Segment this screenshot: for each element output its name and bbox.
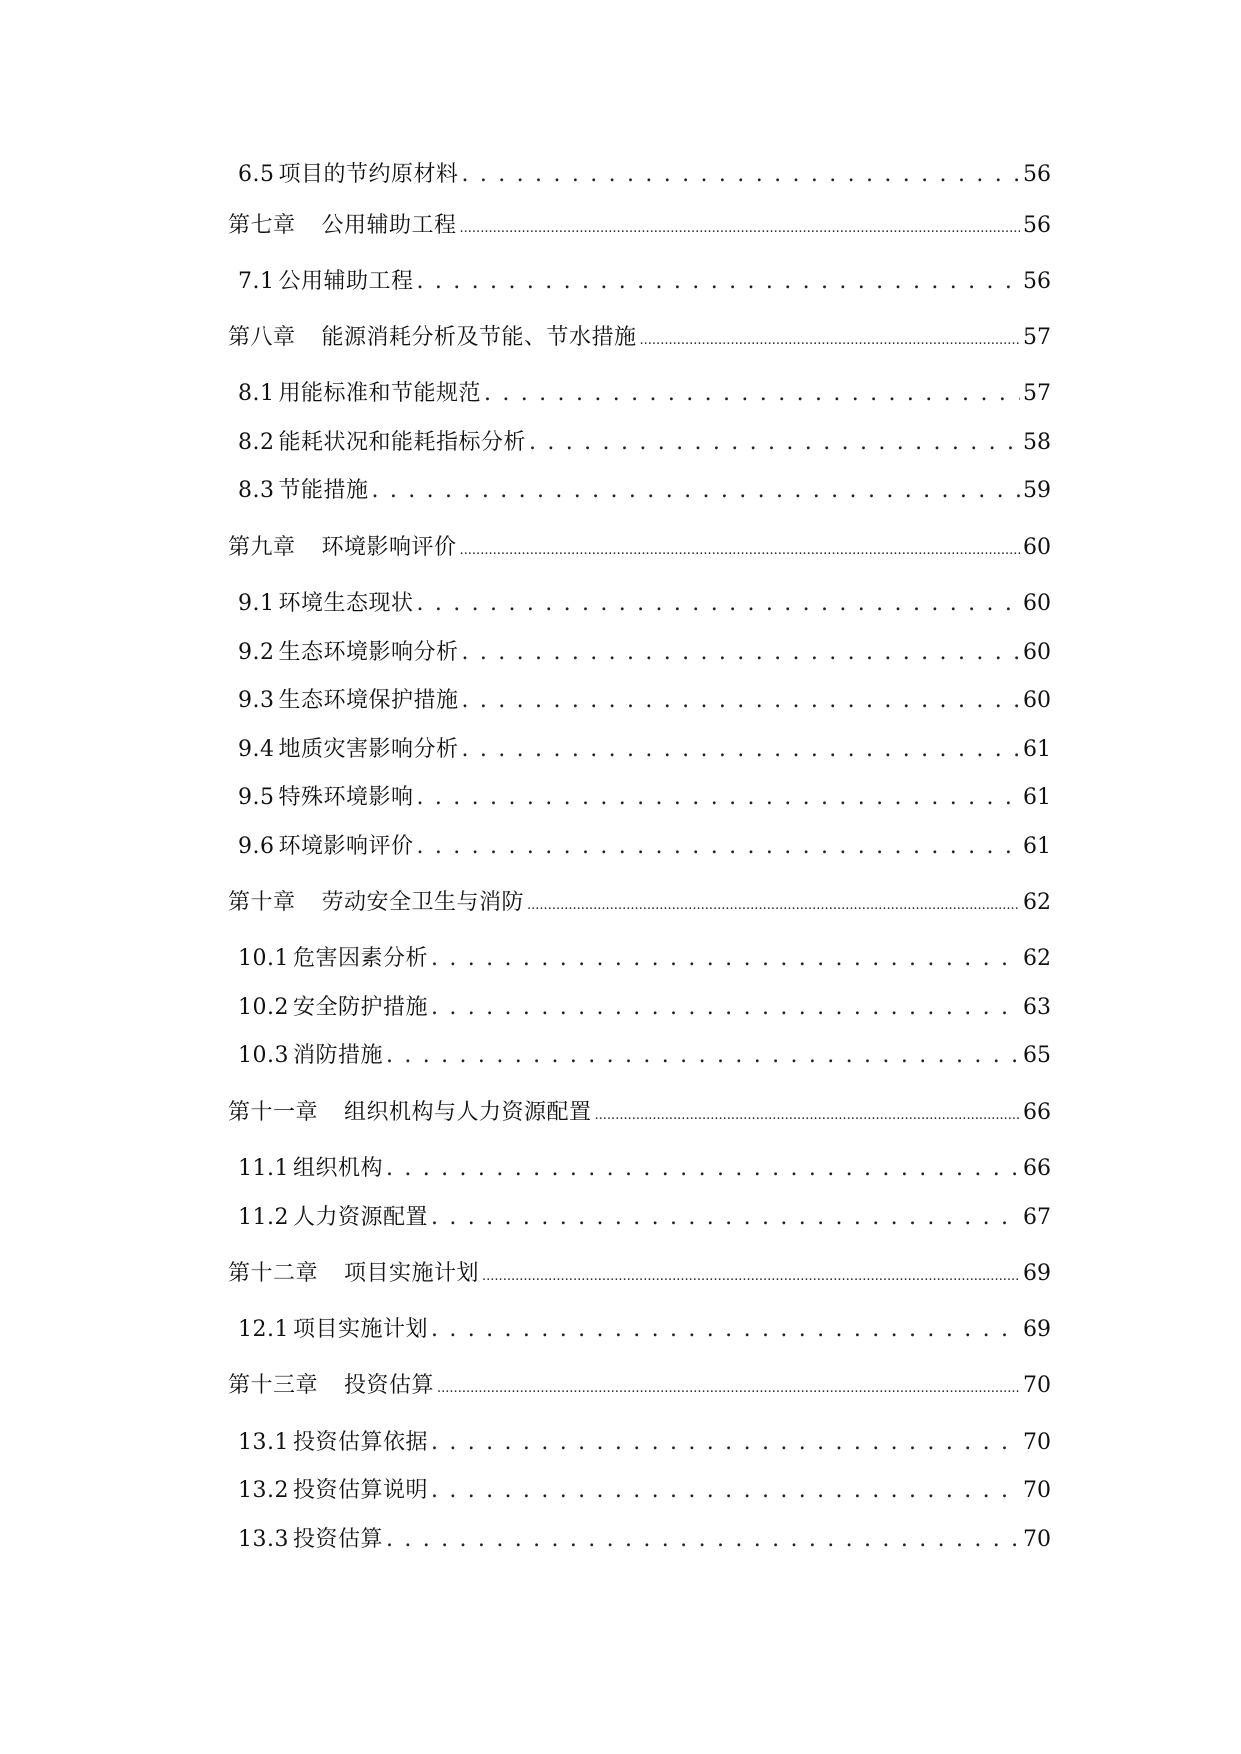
toc-entry-title: 13.2 投资估算说明 bbox=[238, 1478, 428, 1503]
toc-entry-title: 7.1 公用辅助工程 bbox=[238, 269, 414, 294]
toc-entry[interactable] bbox=[238, 735, 1051, 765]
dot-leader bbox=[417, 832, 1020, 862]
dot-leader bbox=[431, 1476, 1020, 1506]
dot-leader bbox=[529, 428, 1020, 458]
toc-entry[interactable] bbox=[238, 993, 1051, 1023]
toc-page-number: 60 bbox=[1023, 591, 1051, 616]
toc-page-number: 61 bbox=[1023, 834, 1051, 859]
toc-page-number: 60 bbox=[1023, 535, 1051, 560]
toc-chapter-entry[interactable] bbox=[228, 1259, 1051, 1292]
toc-page-number: 56 bbox=[1023, 269, 1051, 294]
toc-page-number: 69 bbox=[1023, 1261, 1051, 1286]
dot-leader bbox=[460, 533, 1020, 566]
toc-entry[interactable] bbox=[238, 1315, 1051, 1345]
toc-entry-title: 13.1 投资估算依据 bbox=[238, 1430, 428, 1455]
dot-leader bbox=[437, 1371, 1020, 1404]
dot-leader bbox=[460, 211, 1020, 244]
dot-leader bbox=[431, 993, 1020, 1023]
toc-entry-title: 10.3 消防措施 bbox=[238, 1043, 383, 1068]
toc-entry-title: 8.1 用能标准和节能规范 bbox=[238, 381, 482, 406]
dot-leader bbox=[431, 944, 1020, 974]
dot-leader bbox=[386, 1041, 1020, 1071]
toc-entry[interactable] bbox=[238, 1476, 1051, 1506]
toc-entry[interactable] bbox=[238, 1525, 1051, 1555]
toc-page-number: 69 bbox=[1023, 1317, 1051, 1342]
dot-leader bbox=[640, 323, 1020, 356]
toc-chapter-entry[interactable] bbox=[228, 1098, 1051, 1131]
dot-leader bbox=[431, 1428, 1020, 1458]
toc-entry-title: 6.5 项目的节约原材料 bbox=[238, 162, 459, 187]
dot-leader bbox=[484, 379, 1020, 409]
toc-entry-title: 12.1 项目实施计划 bbox=[238, 1317, 428, 1342]
toc-entry-title: 10.1 危害因素分析 bbox=[238, 946, 428, 971]
toc-entry-title: 9.1 环境生态现状 bbox=[238, 591, 414, 616]
toc-entry[interactable] bbox=[238, 428, 1051, 458]
toc-entry[interactable] bbox=[238, 686, 1051, 716]
toc-entry-title: 第十章 劳动安全卫生与消防 bbox=[228, 890, 525, 915]
toc-page-number: 61 bbox=[1023, 785, 1051, 810]
toc-page-number: 70 bbox=[1023, 1527, 1051, 1552]
dot-leader bbox=[386, 1525, 1020, 1555]
toc-entry-title: 9.2 生态环境影响分析 bbox=[238, 640, 459, 665]
toc-entry-title: 10.2 安全防护措施 bbox=[238, 995, 428, 1020]
toc-page-number: 57 bbox=[1023, 325, 1051, 350]
toc-page-number: 61 bbox=[1023, 737, 1051, 762]
dot-leader bbox=[462, 160, 1020, 190]
toc-entry-title: 9.5 特殊环境影响 bbox=[238, 785, 414, 810]
toc-page-number: 57 bbox=[1023, 381, 1051, 406]
toc-entry-title: 8.2 能耗状况和能耗指标分析 bbox=[238, 430, 527, 455]
toc-entry-title: 11.2 人力资源配置 bbox=[238, 1205, 428, 1230]
toc-page-number: 70 bbox=[1023, 1430, 1051, 1455]
toc-page-number: 62 bbox=[1023, 890, 1051, 915]
toc-entry[interactable] bbox=[238, 160, 1051, 190]
toc-entry[interactable] bbox=[238, 589, 1051, 619]
dot-leader bbox=[386, 1154, 1020, 1184]
toc-page-number: 56 bbox=[1023, 162, 1051, 187]
toc-page-number: 58 bbox=[1023, 430, 1051, 455]
dot-leader bbox=[417, 267, 1020, 297]
dot-leader bbox=[462, 686, 1020, 716]
toc-page-number: 65 bbox=[1023, 1043, 1051, 1068]
toc-page-number: 60 bbox=[1023, 688, 1051, 713]
toc-page-number: 59 bbox=[1023, 478, 1051, 503]
toc-chapter-entry[interactable] bbox=[228, 533, 1051, 566]
toc-entry[interactable] bbox=[238, 638, 1051, 668]
toc-page-number: 67 bbox=[1023, 1205, 1051, 1230]
toc-chapter-entry[interactable] bbox=[228, 211, 1051, 244]
toc-page-number: 66 bbox=[1023, 1100, 1051, 1125]
dot-leader bbox=[482, 1259, 1020, 1292]
toc-page-number: 60 bbox=[1023, 640, 1051, 665]
toc-page-number: 56 bbox=[1023, 213, 1051, 238]
toc-entry[interactable] bbox=[238, 1203, 1051, 1233]
toc-entry-title: 第十二章 项目实施计划 bbox=[228, 1261, 480, 1286]
toc-entry[interactable] bbox=[238, 944, 1051, 974]
dot-leader bbox=[372, 476, 1020, 506]
toc-entry-title: 第八章 能源消耗分析及节能、节水措施 bbox=[228, 325, 637, 350]
toc-entry[interactable] bbox=[238, 379, 1051, 409]
toc-entry-title: 11.1 组织机构 bbox=[238, 1156, 383, 1181]
dot-leader bbox=[462, 735, 1020, 765]
toc-entry-title: 9.6 环境影响评价 bbox=[238, 834, 414, 859]
toc-entry-title: 13.3 投资估算 bbox=[238, 1527, 383, 1552]
toc-entry[interactable] bbox=[238, 267, 1051, 297]
dot-leader bbox=[417, 589, 1020, 619]
toc-entry[interactable] bbox=[238, 1428, 1051, 1458]
dot-leader bbox=[431, 1315, 1020, 1345]
toc-entry[interactable] bbox=[238, 1041, 1051, 1071]
toc-chapter-entry[interactable] bbox=[228, 323, 1051, 356]
dot-leader bbox=[527, 888, 1020, 921]
toc-chapter-entry[interactable] bbox=[228, 1371, 1051, 1404]
dot-leader bbox=[595, 1098, 1020, 1131]
toc-page-number: 70 bbox=[1023, 1478, 1051, 1503]
toc-entry[interactable] bbox=[238, 832, 1051, 862]
toc-entry[interactable] bbox=[238, 1154, 1051, 1184]
dot-leader bbox=[431, 1203, 1020, 1233]
dot-leader bbox=[462, 638, 1020, 668]
toc-entry-title: 第十三章 投资估算 bbox=[228, 1373, 435, 1398]
toc-entry[interactable] bbox=[238, 476, 1051, 506]
toc-entry[interactable] bbox=[238, 783, 1051, 813]
toc-chapter-entry[interactable] bbox=[228, 888, 1051, 921]
toc-entry-title: 第十一章 组织机构与人力资源配置 bbox=[228, 1100, 592, 1125]
toc-page-number: 62 bbox=[1023, 946, 1051, 971]
toc-entry-title: 第七章 公用辅助工程 bbox=[228, 213, 457, 238]
toc-entry-title: 第九章 环境影响评价 bbox=[228, 535, 457, 560]
toc-page-number: 66 bbox=[1023, 1156, 1051, 1181]
toc-page-number: 70 bbox=[1023, 1373, 1051, 1398]
toc-page-number: 63 bbox=[1023, 995, 1051, 1020]
toc-entry-title: 9.4 地质灾害影响分析 bbox=[238, 737, 459, 762]
toc-entry-title: 9.3 生态环境保护措施 bbox=[238, 688, 459, 713]
dot-leader bbox=[417, 783, 1020, 813]
toc-entry-title: 8.3 节能措施 bbox=[238, 478, 369, 503]
